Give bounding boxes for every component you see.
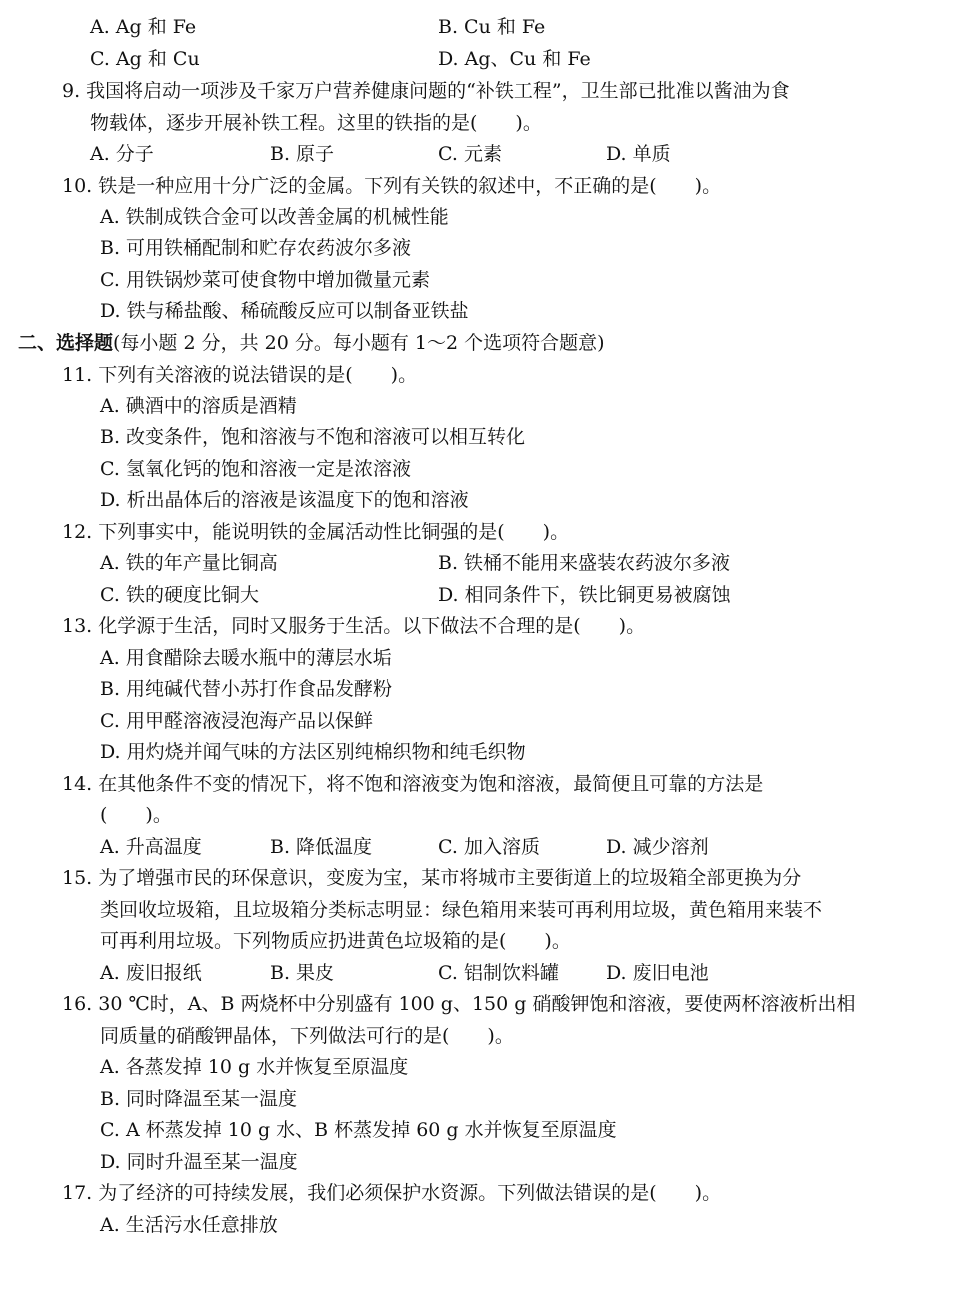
q8-option-a: A. Ag 和 Fe — [90, 16, 197, 38]
q16-option-d: D. 同时升温至某一温度 — [100, 1151, 298, 1173]
q10-stem: 10. 铁是一种应用十分广泛的金属。下列有关铁的叙述中，不正确的是( )。 — [62, 175, 722, 197]
q15-option-a: A. 废旧报纸 — [100, 962, 202, 984]
q15-stem-line2: 类回收垃圾箱，且垃圾箱分类标志明显：绿色箱用来装可再利用垃圾，黄色箱用来装不 — [100, 899, 823, 921]
q15-stem-line3: 可再利用垃圾。下列物质应扔进黄色垃圾箱的是( )。 — [100, 930, 571, 952]
q9-stem-line1: 9. 我国将启动一项涉及千家万户营养健康问题的“补铁工程”，卫生部已批准以酱油为食 — [62, 80, 790, 102]
q8-option-c: C. Ag 和 Cu — [90, 48, 200, 70]
q14-option-b: B. 降低温度 — [270, 836, 373, 858]
q13-option-b: B. 用纯碱代替小苏打作食品发酵粉 — [100, 678, 393, 700]
q15-option-c: C. 铝制饮料罐 — [438, 962, 559, 984]
q14-option-a: A. 升高温度 — [100, 836, 202, 858]
q16-option-c: C. A 杯蒸发掉 10 g 水、B 杯蒸发掉 60 g 水并恢复至原温度 — [100, 1119, 617, 1141]
q14-stem-line1: 14. 在其他条件不变的情况下，将不饱和溶液变为饱和溶液，最简便且可靠的方法是 — [62, 773, 764, 795]
q16-stem-line1: 16. 30 ℃时，A、B 两烧杯中分别盛有 100 g、150 g 硝酸钾饱和溶液，要使两杯溶液析出相 — [62, 993, 856, 1015]
q10-option-b: B. 可用铁桶配制和贮存农药波尔多液 — [100, 237, 412, 259]
q16-stem-line2: 同质量的硝酸钾晶体，下列做法可行的是( )。 — [100, 1025, 514, 1047]
q14-stem-line2: ( )。 — [100, 804, 172, 826]
q10-option-d: D. 铁与稀盐酸、稀硫酸反应可以制备亚铁盐 — [100, 300, 469, 322]
q15-option-d: D. 废旧电池 — [606, 962, 709, 984]
q11-option-c: C. 氢氧化钙的饱和溶液一定是浓溶液 — [100, 458, 411, 480]
q10-option-a: A. 铁制成铁合金可以改善金属的机械性能 — [100, 206, 449, 228]
section-2-heading — [18, 328, 605, 360]
q12-option-c: C. 铁的硬度比铜大 — [100, 584, 259, 606]
q15-option-b: B. 果皮 — [270, 962, 335, 984]
q16-option-a: A. 各蒸发掉 10 g 水并恢复至原温度 — [100, 1056, 409, 1078]
q14-option-c: C. 加入溶质 — [438, 836, 540, 858]
q17-option-a: A. 生活污水任意排放 — [100, 1214, 278, 1236]
q8-option-d: D. Ag、Cu 和 Fe — [438, 48, 591, 70]
q16-option-b: B. 同时降温至某一温度 — [100, 1088, 298, 1110]
q9-option-a: A. 分子 — [90, 143, 154, 165]
q17-stem: 17. 为了经济的可持续发展，我们必须保护水资源。下列做法错误的是( )。 — [62, 1182, 722, 1204]
section-2-note: (每小题 2 分，共 20 分。每小题有 1～2 个选项符合题意) — [113, 332, 605, 354]
q12-option-a: A. 铁的年产量比铜高 — [100, 552, 278, 574]
q12-stem: 12. 下列事实中，能说明铁的金属活动性比铜强的是( )。 — [62, 521, 570, 543]
q14-option-d: D. 减少溶剂 — [606, 836, 709, 858]
q10-option-c: C. 用铁锅炒菜可使食物中增加微量元素 — [100, 269, 430, 291]
q11-option-d: D. 析出晶体后的溶液是该温度下的饱和溶液 — [100, 489, 469, 511]
q12-option-d: D. 相同条件下，铁比铜更易被腐蚀 — [438, 584, 731, 606]
q15-stem-line1: 15. 为了增强市民的环保意识，变废为宝，某市将城市主要街道上的垃圾箱全部更换为分 — [62, 867, 802, 889]
q11-stem: 11. 下列有关溶液的说法错误的是( )。 — [62, 364, 418, 386]
q9-stem-line2: 物载体，逐步开展补铁工程。这里的铁指的是( )。 — [90, 112, 542, 134]
q9-option-d: D. 单质 — [606, 143, 671, 165]
q9-option-c: C. 元素 — [438, 143, 502, 165]
q11-option-b: B. 改变条件，饱和溶液与不饱和溶液可以相互转化 — [100, 426, 526, 448]
q9-option-b: B. 原子 — [270, 143, 335, 165]
q13-option-c: C. 用甲醛溶液浸泡海产品以保鲜 — [100, 710, 373, 732]
q13-option-d: D. 用灼烧并闻气味的方法区别纯棉织物和纯毛织物 — [100, 741, 526, 763]
section-2-title: 二、选择题 — [18, 332, 114, 354]
q11-option-a: A. 碘酒中的溶质是酒精 — [100, 395, 297, 417]
q12-option-b: B. 铁桶不能用来盛装农药波尔多液 — [438, 552, 731, 574]
q13-stem: 13. 化学源于生活，同时又服务于生活。以下做法不合理的是( )。 — [62, 615, 646, 637]
q13-option-a: A. 用食醋除去暖水瓶中的薄层水垢 — [100, 647, 392, 669]
q8-option-b: B. Cu 和 Fe — [438, 16, 546, 38]
